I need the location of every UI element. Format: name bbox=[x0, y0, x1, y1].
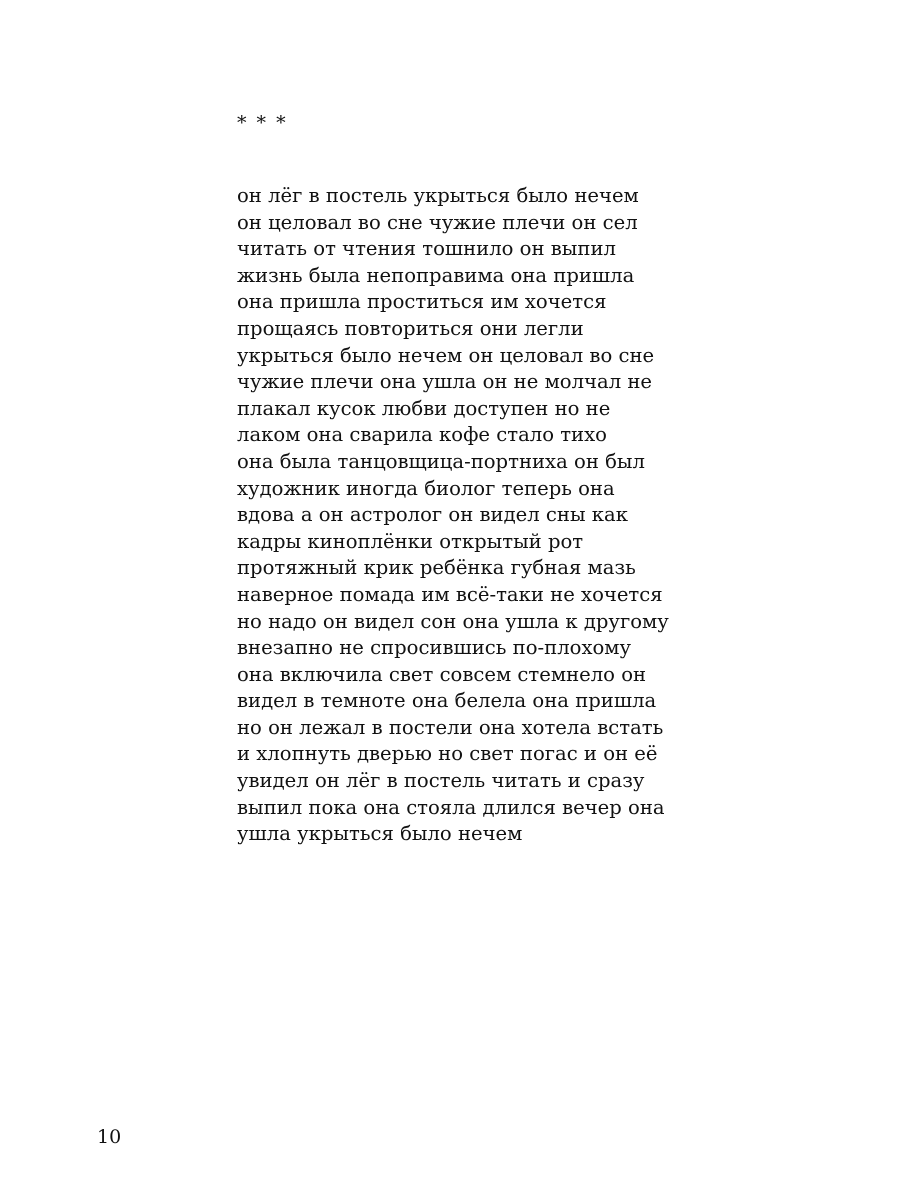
poem-line: укрыться было нечем он целовал во сне bbox=[237, 343, 655, 367]
poem-line: лаком она сварила кофе стало тихо bbox=[237, 423, 607, 447]
poem-line: она включила свет совсем стемнело он bbox=[237, 662, 647, 686]
poem-line: увидел он лёг в постель читать и сразу bbox=[237, 769, 645, 793]
poem-line: кадры киноплёнки открытый рот bbox=[237, 529, 584, 553]
poem-line: но надо он видел сон она ушла к другому bbox=[237, 609, 669, 633]
poem-line: выпил пока она стояла длился вечер она bbox=[237, 795, 665, 819]
poem-line: он лёг в постель укрыться было нечем bbox=[237, 184, 639, 207]
poem-text bbox=[237, 183, 677, 848]
poem-line: он целовал во сне чужие плечи он сел bbox=[237, 210, 638, 234]
poem-line: вдова а он астролог он видел сны как bbox=[237, 503, 628, 527]
poem-line: прощаясь повториться они легли bbox=[237, 316, 584, 340]
poem-line: плакал кусок любви доступен но не bbox=[237, 396, 611, 420]
poem-line: жизнь была непоправима она пришла bbox=[237, 263, 635, 287]
poem-line: она была танцовщица-портниха он был bbox=[237, 449, 645, 473]
section-separator: * * * bbox=[237, 112, 288, 134]
poem-line: чужие плечи она ушла он не молчал не bbox=[237, 370, 653, 394]
poem-line: внезапно не спросившись по-плохому bbox=[237, 636, 632, 660]
poem-line: но он лежал в постели она хотела встать bbox=[237, 715, 664, 739]
poem-line: наверное помада им всё-таки не хочется bbox=[237, 582, 663, 606]
page-number: 10 bbox=[97, 1126, 122, 1148]
poem-line: читать от чтения тошнило он выпил bbox=[237, 237, 616, 261]
poem-line: она пришла проститься им хочется bbox=[237, 290, 607, 314]
poem-line: видел в темноте она белела она пришла bbox=[237, 689, 657, 713]
poem-line: и хлопнуть дверью но свет погас и он её bbox=[237, 742, 658, 766]
poem-line: протяжный крик ребёнка губная мазь bbox=[237, 556, 636, 580]
poem-line: ушла укрыться было нечем bbox=[237, 822, 523, 846]
poem-line: художник иногда биолог теперь она bbox=[237, 476, 615, 500]
